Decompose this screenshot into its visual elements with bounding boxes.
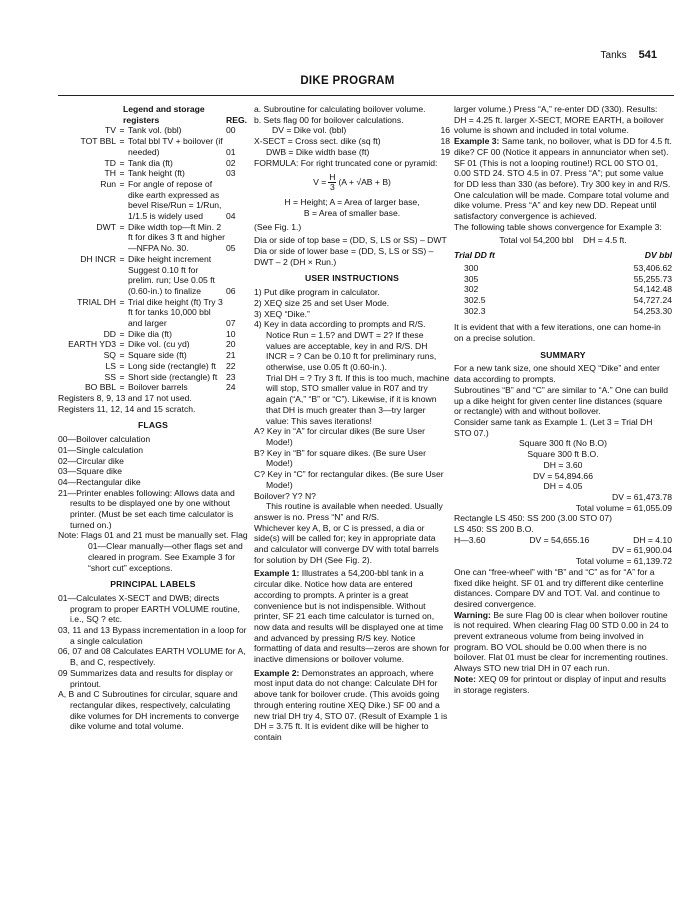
table-row <box>454 284 672 295</box>
example-1-label: Example 1: <box>254 568 300 579</box>
legend-row <box>58 372 248 383</box>
legend-equals: = <box>119 371 125 382</box>
legend-desc: Total bbl TV + boilover (if needed) <box>128 136 223 157</box>
legend-abbr: SS <box>104 371 116 382</box>
square-2: Square 300 ft B.O. <box>527 449 599 460</box>
legend-abbr: EARTH YD3 <box>68 339 116 350</box>
xsect-row <box>254 136 450 147</box>
instruction-item: 4) Key in data according to prompts and R/S. Notice Run = 1.5? and DWT = 2? If these values are acceptable, key in and R/S. DH INCR = ? Can be 0.10 ft for preliminary runs, otherwise, use 0.05 ft (0.60-in.). <box>254 319 437 373</box>
dv-reg: 16 <box>440 125 450 136</box>
legend-equals: = <box>119 157 125 168</box>
legend-reg: 21 <box>226 350 236 361</box>
legend-abbr: TH <box>104 168 116 179</box>
legend-equals: = <box>119 339 125 350</box>
rect-1: Rectangle LS 450: SS 200 (3.00 STO 07) <box>454 513 612 524</box>
legend-reg: 24 <box>226 382 236 393</box>
rect-2: LS 450: SS 200 B.O. <box>454 524 534 535</box>
flag-item: 02—Circular dike <box>58 455 124 466</box>
section-name: Tanks <box>600 50 627 61</box>
evident-text: It is evident that with a few iterations, one can home-in on a precise solution. <box>454 322 661 344</box>
table-cell-dv: 54,253.30 <box>633 305 672 316</box>
summary-2: Subroutines “B” and “C” are similar to “A.” One can build up a dike height for given center line distances (square or rectangle) with and without boilover. <box>454 384 668 417</box>
instructions-heading: USER INSTRUCTIONS <box>304 273 400 284</box>
table-row <box>454 274 672 285</box>
legend-desc: Short side (rectangle) ft <box>128 371 218 382</box>
table-cell-dd: 302.5 <box>464 294 486 305</box>
subroutine-b: b. Sets flag 00 for boilover calculations. <box>254 114 404 125</box>
legend-abbr: LS <box>105 360 116 371</box>
legend-desc: Dike width top—ft Min. 2 ft for dikes 3 ft and higher—NFPA No. 30. <box>128 221 225 254</box>
table-row <box>454 295 672 306</box>
xsect-label: X-SECT = Cross sect. dike (sq ft) <box>254 136 381 147</box>
table-row <box>454 306 672 317</box>
flag-item: 04—Rectangular dike <box>58 476 141 487</box>
legend-abbr: DD <box>103 328 116 339</box>
legend-equals: = <box>119 125 125 136</box>
summary-1: For a new tank size, one should XEQ “Dike” and enter data according to prompts. <box>454 363 660 385</box>
instruction-item: 2) XEQ size 25 and set User Mode. <box>254 297 390 308</box>
legend-title-line1: Legend and storage <box>123 104 205 114</box>
dh-value: DH = 4.5 ft. <box>582 235 627 246</box>
column-left <box>58 104 248 732</box>
legend-row <box>58 361 248 372</box>
legend-header <box>58 104 248 125</box>
legend-equals: = <box>119 221 125 232</box>
table-cell-dd: 302.3 <box>464 305 486 316</box>
legend-reg: 03 <box>226 168 236 179</box>
legend-equals: = <box>119 136 125 147</box>
legend-reg: 05 <box>226 243 236 254</box>
where-line-1: H = Height; A = Area of larger base, <box>284 197 420 208</box>
example-1 <box>254 568 450 664</box>
legend-desc: Dike height increment Suggest 0.10 ft for prelim. run; Use 0.05 ft (0.60-in.) to finalize <box>128 253 215 296</box>
table-row <box>454 263 672 274</box>
convergence-table <box>454 250 672 316</box>
legend-row <box>58 329 248 340</box>
h-line <box>454 535 672 546</box>
summary-heading: SUMMARY <box>540 349 586 360</box>
legend-desc: Tank dia (ft) <box>128 157 173 168</box>
instruction-item: 3) XEQ “Dike.” <box>254 308 310 319</box>
table-header <box>454 250 672 263</box>
legend-equals: = <box>119 168 125 179</box>
legend-desc: Tank height (ft) <box>128 168 185 179</box>
legend-list <box>58 125 248 393</box>
dia-lower: Dia or side of lower base = (DD, S, LS or SS) – DWT – 2 (DH × Run.) <box>254 246 434 267</box>
example-1-text: Illustrates a 54,200-bbl tank in a circular dike. Notice how data are entered according to prompts. A printer is a great convenience but is not indispensible. Without printer, SF 21 each time calculator is turned on, now data and results will be displayed one at time and advanced by pressing R/S key. Notice formatting of data and results—zeros are shown for inactive dimensions or boilover volume. <box>254 568 450 665</box>
h-line-c: DH = 4.10 <box>633 534 672 545</box>
table-cell-dd: 305 <box>464 273 479 284</box>
legend-reg: 02 <box>226 157 236 168</box>
note-label: Note: <box>454 673 476 684</box>
note-text: XEQ 09 for printout or display of input and results in storage registers. <box>454 673 667 695</box>
legend-row <box>58 382 248 393</box>
legend-reg: 20 <box>226 339 236 350</box>
flags-heading: FLAGS <box>137 420 169 431</box>
dv-row <box>254 125 450 136</box>
example-2 <box>254 668 450 743</box>
warning-label: Warning: <box>454 609 491 620</box>
legend-abbr: TRIAL DH <box>77 296 116 307</box>
note <box>454 674 672 695</box>
legend-reg: 22 <box>226 360 236 371</box>
table-cell-dv: 54,727.24 <box>633 294 672 305</box>
legend-equals: = <box>119 360 125 371</box>
legend-abbr: TD <box>104 157 116 168</box>
dv-label: DV = Dike vol. (bbl) <box>272 125 347 136</box>
h-line-a: H—3.60 <box>454 534 486 545</box>
square-dh1: DH = 3.60 <box>543 459 583 470</box>
flags-note: Note: Flags 01 and 21 must be manually set. Flag 01—Clear manually—other flags set and cleared in program. See Example 3 for “short cut” exceptions. <box>58 530 248 573</box>
example-3 <box>454 136 672 222</box>
legend-row <box>58 168 248 179</box>
legend-desc: Dike dia (ft) <box>128 328 172 339</box>
dwb-label: DWB = Dike width base (ft) <box>266 146 370 157</box>
label-item: 01—Calculates X-SECT and DWB; directs program to proper EARTH VOLUME routine, i.e., SQ ? etc. <box>58 592 240 625</box>
title-rule <box>58 95 674 96</box>
example-2-label: Example 2: <box>254 667 300 678</box>
legend-row <box>58 254 248 297</box>
see-figure: (See Fig. 1.) <box>254 221 302 232</box>
legend-abbr: Run <box>100 178 116 189</box>
legend-row <box>58 350 248 361</box>
table-cell-dv: 54,142.48 <box>633 284 672 295</box>
flag-item: 21—Printer enables following: Allows data and results to be displayed one by one without printer. (Must be set each time calculator is turned on.) <box>58 487 235 530</box>
formula-intro: FORMULA: For right truncated cone or pyramid: <box>254 157 438 168</box>
legend-reg: 10 <box>226 328 236 339</box>
square-dh2: DH = 4.05 <box>543 481 583 492</box>
flags-list <box>58 434 248 530</box>
formula-fraction <box>328 173 336 192</box>
rect-total: Total volume = 61,139.72 <box>575 556 672 567</box>
continuation-text: larger volume.) Press “A,” re-enter DD (330). Results: DH = 4.25 ft. larger X-SECT, MORE EARTH, a boilover volume is shown and included in total volume. <box>454 104 664 136</box>
legend-desc: Tank vol. (bbl) <box>128 125 182 136</box>
instructions-list <box>254 287 450 501</box>
label-item: 06, 07 and 08 Calculates EARTH VOLUME for A, B, and C, respectively. <box>58 646 246 668</box>
legend-row <box>58 179 248 222</box>
formula-numerator: H <box>329 172 336 183</box>
legend-equals: = <box>119 296 125 307</box>
legend-abbr: DWT <box>96 221 116 232</box>
dia-top: Dia or side of top base = (DD, S, LS or SS) – DWT <box>254 235 447 246</box>
instruction-item: Boilover? Y? N? <box>254 490 316 501</box>
square-dv2: DV = 61,473.78 <box>612 491 672 502</box>
flag-item: 00—Boilover calculation <box>58 434 151 445</box>
labels-list <box>58 593 248 732</box>
example-3-label: Example 3: <box>454 136 500 147</box>
legend-title <box>123 104 205 125</box>
page-title: DIKE PROGRAM <box>300 75 395 87</box>
formula-denominator: 3 <box>329 182 335 193</box>
legend-reg: 07 <box>226 318 236 329</box>
legend-equals: = <box>119 328 125 339</box>
table-intro: The following table shows convergence for Example 3: <box>454 221 662 232</box>
labels-heading: PRINCIPAL LABELS <box>110 579 196 590</box>
label-item: 03, 11 and 13 Bypass incrementation in a loop for a single calculation <box>58 625 247 646</box>
example-3-text: Same tank, no boilover, what is DD for 4.5 ft. dike? CF 00 (Notice it appears in annunciator when set). SF 01 (This is not a looping routine!) RCL 00 STO 01, 0.00 STD 24. STO 4.5 in 07. Press “A”; put some value for DD less than 330 (as before). Try 300 key in and R/S. One calculation will be made. Compare total volume and dike volume. Press “A” and key new DD. Repeat until satisfactory convergence is achieved. <box>454 136 672 222</box>
label-item: A, B and C Subroutines for circular, square and rectangular dikes, respectively, calculating dike volumes for DH increments to converge dike volume and total volume. <box>58 689 240 732</box>
rect-dv: DV = 61,900.04 <box>612 545 672 556</box>
reg-note-2: Registers 11, 12, 14 and 15 scratch. <box>58 403 196 414</box>
col-header-dd: Trial DD ft <box>454 250 495 261</box>
h-line-b: DV = 54,655.16 <box>529 534 590 545</box>
table-cell-dv: 53,406.62 <box>633 262 672 273</box>
flag-item: 01—Single calculation <box>58 444 144 455</box>
legend-desc: Square side (ft) <box>128 350 187 361</box>
freewheel-text: One can “free-wheel” with “B” and “C” as for “A” for a fixed dike height. SF 01 and try different dike centerline distances. Compare DV and TOT. Val. and continue to desired convergence. <box>454 566 664 609</box>
square-total: Total volume = 61,055.09 <box>575 502 672 513</box>
flag-item: 03—Square dike <box>58 466 123 477</box>
instruction-item: A? Key in “A” for circular dikes (Be sure User Mode!) <box>254 426 425 447</box>
legend-equals: = <box>119 350 125 361</box>
formula-v: V = <box>313 177 327 188</box>
table-params <box>454 235 672 246</box>
instruction-item: 1) Put dike program in calculator. <box>254 287 380 298</box>
legend-reg: 06 <box>226 285 236 296</box>
xsect-reg: 18 <box>440 136 450 147</box>
legend-desc: Dike vol. (cu yd) <box>128 339 190 350</box>
legend-abbr: TV <box>105 125 116 136</box>
warning-text: Be sure Flag 00 is clear when boilover routine is not required. When clearing Flag 00 STD 0.00 in 24 to prevent extraneous volume from being involved in program. BO VOL should be 0.00 when there is no boilover. Flat 01 must be clear for incrementing routines. Always STO new trial DH in 07 each run. <box>454 609 669 674</box>
page-header <box>601 50 657 62</box>
legend-desc: Boilover barrels <box>128 382 188 393</box>
whichever-text: Whichever key A, B, or C is pressed, a dia or side(s) will be called for; key in appropriate data and calculator will converge DV with total barrels for solution by DH (See Fig. 2). <box>254 522 439 565</box>
legend-reg: 04 <box>226 211 236 222</box>
page-number: 541 <box>638 49 657 61</box>
legend-row <box>58 136 248 157</box>
legend-desc: Trial dike height (ft) Try 3 ft for tanks 10,000 bbl and larger <box>128 296 223 329</box>
legend-row <box>58 339 248 350</box>
label-item: 09 Summarizes data and results for display or printout. <box>58 667 233 689</box>
col-header-dv: DV bbl <box>644 250 672 261</box>
legend-desc: Long side (rectangle) ft <box>128 360 216 371</box>
column-middle <box>254 104 450 743</box>
reg-note-1: Registers 8, 9, 13 and 17 not used. <box>58 392 192 403</box>
instruction-item: B? Key in “B” for square dikes. (Be sure User Mode!) <box>254 447 426 469</box>
legend-equals: = <box>119 382 125 393</box>
reg-label: REG. <box>226 114 248 125</box>
routine-note: This routine is available when needed. Usually answer is no. Press “N” and R/S. <box>254 501 443 522</box>
legend-reg: 00 <box>226 125 236 136</box>
legend-desc: For angle of repose of dike earth expressed as bevel Rise/Run = 1/Run, 1/1.5 is widely used <box>128 178 222 222</box>
legend-equals: = <box>119 253 125 264</box>
dwb-reg: 19 <box>440 146 450 157</box>
table-cell-dd: 300 <box>464 262 479 273</box>
legend-abbr: DH INCR <box>80 253 116 264</box>
formula <box>254 173 450 192</box>
legend-equals: = <box>119 178 125 189</box>
warning <box>454 610 672 674</box>
legend-reg: 23 <box>226 371 236 382</box>
legend-abbr: TOT BBL <box>80 136 116 147</box>
formula-rest: (A + √AB + B) <box>338 177 391 188</box>
legend-abbr: SQ <box>103 350 116 361</box>
legend-reg: 01 <box>226 146 236 157</box>
legend-abbr: BO BBL <box>84 382 116 393</box>
instruction-item: C? Key in “C” for rectangular dikes. (Be sure User Mode!) <box>254 469 444 490</box>
legend-row <box>58 297 248 329</box>
table-cell-dv: 55,255.73 <box>633 273 672 284</box>
subroutine-a: a. Subroutine for calculating boilover volume. <box>254 104 426 114</box>
table-body <box>454 263 672 317</box>
dwb-row <box>254 147 450 158</box>
legend-row <box>58 158 248 169</box>
total-vol: Total vol 54,200 bbl <box>499 235 574 246</box>
legend-row <box>58 222 248 254</box>
square-1: Square 300 ft (No B.O) <box>519 438 607 449</box>
summary-3: Consider same tank as Example 1. (Let 3 = Trial DH STO 07.) <box>454 416 653 438</box>
example-2-text: Demonstrates an approach, where most input data do not change: Calculate DH for above tank for boilover crude. (This avoids going through entering routine XEQ Dike.) SF 00 and a new trial DH try 4, STO 07. (Result of Example 1 is DH = 3.75 ft. It is evident dike will be higher to contain <box>254 667 448 742</box>
instruction-item: Trial DH = ? Try 3 ft. If this is too much, machine will stop, STO smaller value in R07 and try again (“A,” “B” or “C”). Likewise, if it is known that DH is much greater than 3—try larger value: This saves iterations! <box>266 372 450 426</box>
legend-row <box>58 125 248 136</box>
where-line-2: B = Area of smaller base. <box>303 207 401 218</box>
legend-title-line2: registers <box>123 114 160 125</box>
column-right <box>454 104 672 695</box>
square-dv1: DV = 54,894.66 <box>533 470 593 481</box>
table-cell-dd: 302 <box>464 284 479 295</box>
